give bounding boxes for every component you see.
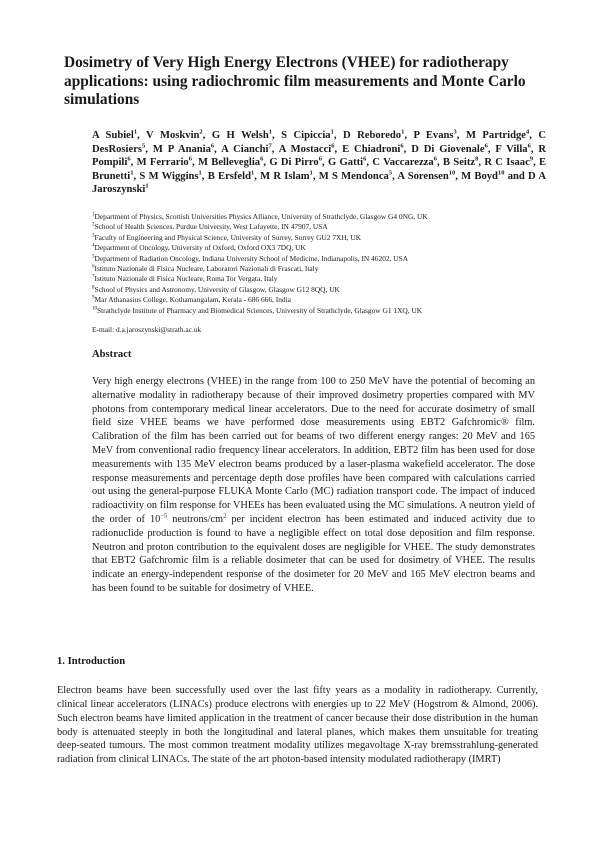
author-name: D A Jaroszynski [92, 170, 547, 196]
author-affiliation-marker: 6 [331, 142, 335, 150]
affiliation-number: 6 [92, 264, 95, 270]
author-name: C Vaccarezza [372, 157, 434, 169]
affiliation-item [92, 212, 552, 222]
affiliation-number: 1 [92, 212, 95, 218]
author-name: M Ferrario [136, 157, 189, 169]
author-affiliation-marker: 6 [400, 142, 404, 150]
affiliation-item [92, 222, 552, 232]
author-affiliation-marker: 6 [127, 155, 131, 163]
affiliation-item [92, 295, 552, 305]
author-affiliation-marker: 5 [388, 169, 393, 177]
author-entry [208, 171, 255, 182]
abstract-heading: Abstract [92, 349, 132, 360]
author-name: M S Mendonca [318, 170, 389, 182]
author-name: B Ersfeld [207, 170, 251, 182]
author-affiliation-marker: 6 [210, 142, 215, 150]
abstract-text-3: per incident electron has been estimated and induced activity due to radionuclide production is found to have a negligible effect on total dose deposition and film response. Neutron and proton contribution to the equivalent doses are negligible for VHEE. The study demonstrates that EBT2 Gafchromic film is a reliable dosimeter that can be used for dosimetry of VHEE. The results indicate an energy-independent response of the dosimeter for 20 MeV and 165 MeV electron beams and has been found to be suitable for dosimetry of VHEE. [92, 513, 535, 594]
affiliation-text: Istituto Nazionale di Fisica Nucleare, Laboratori Nazionali di Frascati, Italy [94, 264, 319, 274]
affiliation-item [92, 233, 552, 243]
author-name: M P Anania [152, 143, 211, 155]
affiliation-number: 9 [92, 295, 95, 301]
affiliation-number: 5 [92, 254, 95, 260]
author-name: E Brunetti [92, 157, 547, 182]
author-entry [413, 130, 456, 141]
author-affiliation-marker: 8 [475, 155, 479, 163]
author-name: G Di Pirro [269, 157, 319, 169]
author-name: V Moskvin [146, 130, 200, 141]
author-name: C DesRosiers [92, 130, 547, 155]
affiliation-item [92, 306, 552, 316]
author-affiliation-marker: 6 [527, 142, 531, 150]
author-entry [328, 157, 366, 168]
affiliation-number: 7 [92, 274, 95, 280]
author-entry [269, 157, 322, 168]
author-name: A Subiel [92, 130, 134, 141]
author-affiliation-marker: 4 [525, 128, 530, 136]
affiliation-text: Strathclyde Institute of Pharmacy and Biomedical Sciences, University of Strathclyde, Glasgow G1 1XQ, UK [97, 305, 423, 315]
paper-title: Dosimetry of Very High Energy Electrons (VHEE) for radiotherapy applications: using radiochromic film measurements and Monte Carlo simulations [64, 54, 526, 108]
author-affiliation-marker: 1 [198, 169, 202, 177]
author-name: R Pompili [92, 143, 547, 169]
author-affiliation-marker: 6 [188, 155, 192, 163]
abstract-exponent-1: −5 [160, 512, 168, 520]
affiliation-number: 3 [92, 233, 95, 239]
abstract-body [92, 375, 535, 596]
affiliation-number: 2 [92, 222, 95, 228]
author-affiliation-marker: 1 [145, 182, 149, 190]
introduction-body: Electron beams have been successfully used over the last fifty years as a modality in radiotherapy. Currently, clinical linear accelerators (LINACs) produce electrons with energies up to 22 MeV (Hogstrom & Almond, 2006). Such electron beams have limited application in the treatment of cancer because their dose distribution in the human body is attenuated steeply in both the longitudinal and lateral planes, which makes them unsuitable for treating deep-seated tumours. The most common treatment modality utilizes megavoltage X-ray bremsstrahlung-generated radiation from clinical LINACs. The state of the art photon-based intensity modulated radiotherapy (IMRT) [57, 685, 538, 766]
author-name: G Gatti [327, 157, 364, 169]
author-entry [279, 144, 335, 155]
author-affiliation-marker: 6 [433, 155, 437, 163]
author-entry [372, 157, 437, 168]
abstract-exponent-2: 2 [223, 512, 227, 520]
affiliation-number: 8 [92, 285, 95, 291]
affiliation-item [92, 264, 552, 274]
introduction-heading: 1. Introduction [57, 656, 126, 667]
author-affiliation-marker: 1 [250, 169, 255, 177]
affiliation-text: Department of Radiation Oncology, Indiana University School of Medicine, Indianapolis, IN 46202, USA [94, 253, 409, 263]
abstract-text-2: neutrons/cm [167, 513, 224, 525]
abstract-text-1: Very high energy electrons (VHEE) in the range from 100 to 250 MeV have the potential of becoming an alternative modality in radiotherapy because of their improved dosimetry properties compared with MV photons from contemporary medical linear accelerators. Due to the need for accurate dosimetry of small field size VHEE beams we have performed dose measurements using EBT2 Gafchromic® film. Calibration of the film has been carried out for beams of two different energy ranges: 20 MeV and 165 MeV from conventional radio frequency linear accelerators. In addition, EBT2 film has been used for dose measurements with 135 MeV electron beams produced by a laser-plasma wakefield accelerator. The dose response measurements and percentage depth dose profiles have been compared with calculations carried out using the general-purpose FLUKA Monte Carlo (MC) radiation transport code. The impact of induced radioactivity on film response for VHEEs has been evaluated using the MC simulations. A neutron yield of the order of 10 [92, 376, 535, 525]
author-entry [443, 157, 478, 168]
affiliation-item [92, 274, 552, 284]
author-name: F Villa [495, 143, 528, 155]
author-name: E Chiadroni [342, 143, 401, 155]
affiliation-text: Mar Athanasius College, Kothamangalam, Kerala - 686 666, India [94, 295, 291, 305]
author-name: A Sorensen [397, 170, 449, 182]
author-affiliation-marker: 1 [401, 128, 405, 136]
author-affiliation-marker: 10 [448, 169, 456, 177]
author-affiliation-marker: 3 [453, 128, 457, 136]
author-entry [319, 171, 392, 182]
author-name: M Boyd [461, 170, 498, 182]
author-entry [153, 144, 214, 155]
author-entry [484, 157, 533, 168]
affiliation-number: 4 [92, 243, 95, 249]
author-affiliation-marker: 7 [268, 142, 272, 150]
author-name: A Mostacci [278, 143, 332, 155]
affiliation-item [92, 243, 552, 253]
author-entry [281, 130, 334, 141]
author-entry [466, 130, 529, 141]
author-name: D Di Giovenale [411, 143, 485, 155]
author-name: M Belleveglia [197, 157, 261, 169]
author-affiliation-marker: 1 [330, 128, 334, 136]
author-entry [495, 144, 530, 155]
affiliation-item [92, 285, 552, 295]
author-entry [397, 171, 455, 182]
affiliation-list [92, 212, 552, 316]
affiliation-text: Department of Physics, Scottish Universities Physics Alliance, University of Strathclyde, Glasgow G4 0NG, UK [94, 212, 428, 221]
author-affiliation-marker: 9 [529, 155, 534, 163]
author-entry [198, 157, 263, 168]
author-affiliation-marker: 6 [484, 142, 488, 150]
author-entry [461, 171, 504, 182]
author-entry [92, 130, 137, 141]
contact-email: E-mail: d.a.jaroszynski@strath.ac.uk [92, 325, 202, 334]
author-name: M R Islam [260, 170, 310, 182]
affiliation-text: School of Physics and Astronomy, University of Glasgow, Glasgow G12 8QQ, UK [94, 284, 340, 294]
author-name: S M Wiggins [139, 170, 199, 182]
affiliation-text: Istituto Nazionale di Fisica Nucleare, Roma Tor Vergata, Italy [94, 274, 278, 284]
author-name: D Reboredo [343, 130, 402, 141]
author-list: A Subiel$^1$, V Moskvin$^2$, G H Welsh$^1$, S Cipiccia$^1$, D Reboredo$^1$, P Evans$^3$, M Partridge$^4$, C DesRosiers$^5$, M P Anania$^6$, A Cianchi$^7$, A Mostacci$^6$, E Chiadroni$^6$, D Di Giovenale$^6$, F Villa$^6$, R Pompili$^6$, M Ferrario$^6$, M Belleveglia$^6$, G Di Pirro$^6$, G Gatti$^6$, C Vaccarezza$^6$, B Seitz$^8$, R C Isaac$^9$, E Brunetti$^1$, S M Wiggins$^1$, B Ersfeld$^1$, M R Islam$^1$, M S Mendonca$^5$, A Sorensen$^{10}$, M Boyd$^{10}$ and D A Jaroszynski$^1$ [92, 128, 547, 196]
author-entry [137, 157, 192, 168]
author-entry [260, 171, 313, 182]
author-name: G H Welsh [211, 130, 269, 141]
author-entry [212, 130, 272, 141]
affiliation-text: School of Health Sciences, Purdue University, West Lafayette, IN 47907, USA [94, 222, 328, 232]
author-name: B Seitz [442, 157, 476, 169]
author-affiliation-marker: 1 [309, 169, 313, 177]
author-affiliation-marker: 5 [142, 142, 146, 150]
affiliation-item [92, 254, 552, 264]
author-affiliation-marker: 6 [260, 155, 264, 163]
affiliation-text: Faculty of Engineering and Physical Science, University of Surrey, Surrey GU2 7XH, UK [94, 232, 362, 242]
author-name: S Cipiccia [281, 130, 331, 141]
author-affiliation-marker: 6 [318, 155, 322, 163]
author-entry [411, 144, 488, 155]
affiliation-text: Department of Oncology, University of Oxford, Oxford OX3 7DQ, UK [94, 243, 306, 253]
affiliation-number: 10 [92, 306, 97, 312]
author-affiliation-marker: 1 [133, 128, 138, 136]
author-affiliation-marker: 1 [130, 169, 134, 177]
author-affiliation-marker: 1 [268, 128, 272, 136]
author-affiliation-marker: 2 [199, 128, 203, 136]
author-affiliation-marker: 6 [363, 155, 367, 163]
author-entry [342, 144, 404, 155]
author-name: A Cianchi [221, 143, 269, 155]
author-affiliation-marker: 10 [497, 169, 505, 177]
author-entry [146, 130, 203, 141]
author-entry [221, 144, 272, 155]
author-entry [343, 130, 404, 141]
author-entry [139, 171, 201, 182]
author-name: M Partridge [465, 130, 526, 141]
author-name: P Evans [413, 130, 454, 141]
author-name: R C Isaac [484, 157, 530, 169]
